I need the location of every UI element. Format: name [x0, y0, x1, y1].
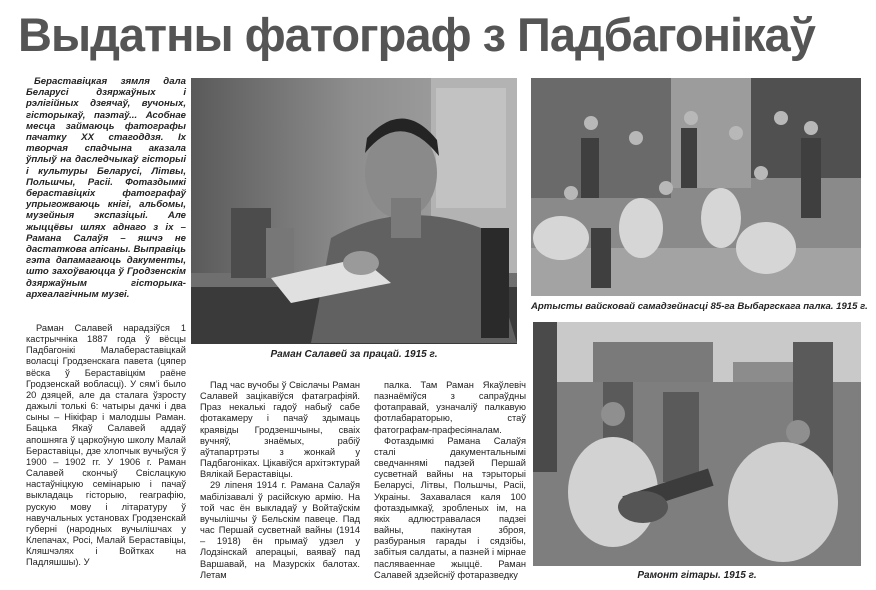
artists-photo: [531, 78, 861, 296]
body-col2-para-1: Пад час вучобы ў Свіслачы Раман Салавей зацікавіўся фатаграфіяй. Праз некалькі гадоў набыў сабе фотакамеру і пачаў здымаць краявіды Гродзеншчыны, сваіх вучняў, знаёмых, рабіў аўтапартрэты з жонкай у Падбагоніках. Цікавіўся архітэктурай Вялікай Бераставіцы.: [200, 380, 360, 480]
guitar-repair-caption: Рамонт гітары. 1915 г.: [637, 570, 757, 581]
portrait-photo: [191, 78, 517, 344]
artists-photo-image: [531, 78, 861, 296]
body-col3-para-1: палка. Там Раман Якаўлевіч пазнаёміўся з сапраўдны фотаправай, узначаліў палкавую фотлабараторыю, стаў фатографам-прафесіяналам.: [374, 380, 526, 435]
body-col2-para-2: 29 ліпеня 1914 г. Рамана Салаўя мабілізавалі ў расійскую армію. На той час ён выкладаў у Войтаўскім вучылішчы ў Бельскім павеце. Пад час Першай сусветнай вайны (1914 – 1918) ён прымаў удзел у Лодзінскай аперацыі, ваяваў пад Варшавай, на Мазурскіх балотах. Летам: [200, 480, 360, 580]
body-column-3: [374, 380, 526, 581]
lead-text: Бераставіцкая зямля дала Беларусі дзяржаўных і рэлігійных дзеячаў, вучоных, гісторыкаў, паэтаў... Асобнае месца займаюць фатографы пачатку XX стагоддзя. Іх творчая спадчына аказала ўплыў на даследчыкаў гісторыі і культуры Беларусі, Літвы, Польшчы, Расіі. Фотаздымкі бераставіцкіх фатографаў упрыгожваюць кнігі, альбомы, музейныя экспазіцыі. Але жыццёвы шлях аднаго з іх – Рамана Салаўя – яшчэ не дастаткова апісаны. Выправіць гэта дапамагаюць дакументы, што захоўваюцца ў Гродзенскім дзяржаўным гісторыка-археалагічным музеі.: [26, 76, 186, 300]
body-col1-text: Раман Салавей нарадзіўся 1 кастрычніка 1887 года ў вёсцы Падбагонікі Малабераставіцкай воласці Гродзенскага павета (цяпер вёска ў Бераставіцкім раёне Гродзенскай вобласці). У сям’і было 20 дзяцей, але да сталага ўзросту дажылі толькі 6: чатыры дачкі і два сыны – Нікіфар і малодшы Раман. Бацька Якаў Салавей аддаў апошняга ў царкоўную школу Малай Бераставіцы, дзе хлопчык вучыўся ў 1900 – 1902 гг. У 1906 г. Раман Салавей скончыў Свіслацкую настаўніцкую семінарыю і пачаў выкладаць гісторыю, геаграфію, рускую мову і літаратуру ў навучальных установах Гродзенскай губерні (народных вучылішчах у Клепачах, Росі, Малай Бераставіцы, Кляшчэлях і Войтках на Падляшшы). У: [26, 323, 186, 568]
body-col3-para-2: Фотаздымкі Рамана Салаўя сталі дакументальнымі сведчаннямі падзей Першай сусветнай вайны на тэрыторыі Беларусі, Літвы, Польшчы, Расіі, Украіны. Захавалася каля 100 фотаздымкаў, зробленых ім, на якіх адлюстравалася падзеі вайны, пакінутая зброя, разбураныя гарады і сядзібы, забітыя салдаты, а пазней і мірнае паслявaеннае жыццё. Раман Салавей здзейсніў фотаразведку: [374, 435, 526, 580]
guitar-repair-photo-image: [533, 322, 861, 566]
headline: Выдатны фатограф з Падбагонікаў: [18, 8, 815, 61]
body-column-2: [200, 380, 360, 581]
body-column-1: [26, 323, 186, 568]
artists-caption: Артысты вайсковай самадзейнасці 85-га Выбаргскага палка. 1915 г.: [531, 301, 868, 312]
lead-paragraph: [26, 76, 186, 300]
guitar-repair-photo: [533, 322, 861, 566]
portrait-photo-image: [191, 78, 517, 344]
portrait-caption: Раман Салавей за працай. 1915 г.: [270, 349, 438, 360]
